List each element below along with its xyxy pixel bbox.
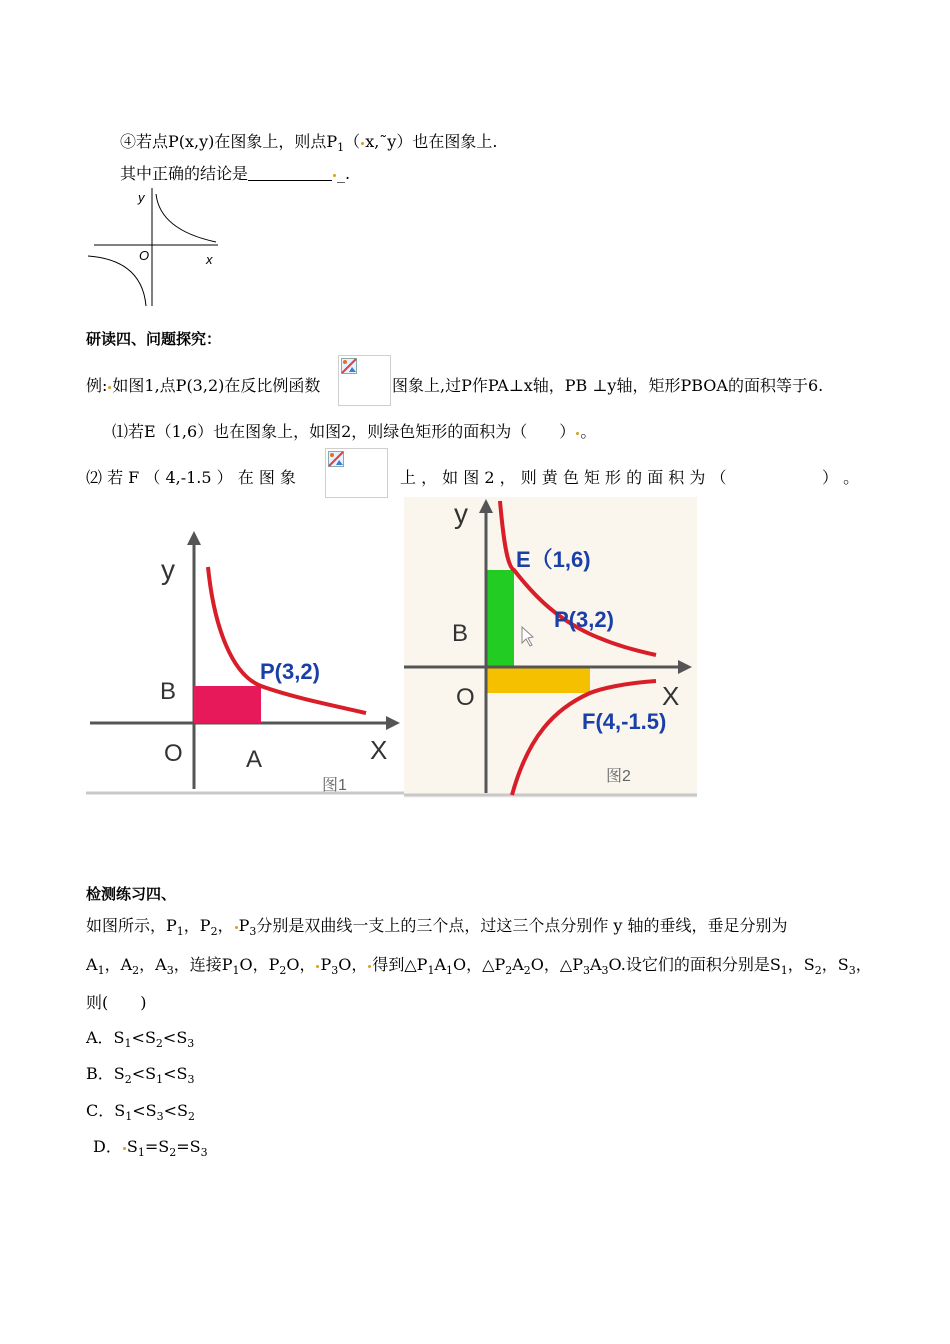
subscript: 2 <box>210 925 218 938</box>
question-2-close: ） 。 <box>822 468 860 487</box>
text: O，P <box>239 955 280 974</box>
fig2-e-label: E（1,6) <box>516 547 591 572</box>
subscript: 2 <box>814 964 822 977</box>
text: ，A <box>139 955 167 974</box>
text: P <box>320 955 332 974</box>
fig2-caption: 图2 <box>606 768 631 785</box>
statement-4-prefix: ④若点P(x,y)在图象上，则点P <box>120 132 338 151</box>
text: 得到△P <box>372 955 428 974</box>
text: O，△P <box>530 955 583 974</box>
practice-heading: 检测练习四、 <box>86 885 177 903</box>
fig2-origin: O <box>456 684 475 711</box>
mark-icon <box>361 142 364 145</box>
fig2-x-label: X <box>662 681 680 711</box>
text: A <box>512 955 524 974</box>
formula-image-placeholder-2 <box>325 448 388 498</box>
small-y-label: y <box>138 190 145 205</box>
text: ， <box>855 955 872 974</box>
question-1 <box>112 419 596 442</box>
text: =S <box>176 1137 201 1156</box>
example-line-left <box>86 373 320 396</box>
small-x-label: x <box>206 252 213 267</box>
text: O，△P <box>453 955 506 974</box>
question-2-left: ⑵ 若 F （ 4,-1.5 ） 在 图 象 <box>86 468 296 487</box>
subscript: 1 <box>125 1110 133 1123</box>
subscript: 3 <box>249 925 257 938</box>
practice-line-2 <box>86 952 872 977</box>
text: O， <box>338 955 368 974</box>
text: 分别是双曲线一支上的三个点，过这三个点分别作 y 轴的垂线，垂足分别为 <box>256 916 788 935</box>
formula-image-placeholder <box>338 355 391 406</box>
subscript: 1 <box>337 141 345 154</box>
option-a[interactable] <box>86 1025 194 1050</box>
coord-x: x, <box>365 132 380 151</box>
mark-icon <box>123 1147 126 1150</box>
subscript: 1 <box>780 964 788 977</box>
text: <S <box>131 1028 156 1047</box>
conclusion-line <box>120 161 350 184</box>
subscript: 2 <box>187 1110 195 1123</box>
subscript: 3 <box>187 1073 195 1086</box>
subscript: 3 <box>582 964 590 977</box>
text: A．S <box>86 1028 125 1047</box>
text: S <box>126 1137 138 1156</box>
subscript: 1 <box>232 964 240 977</box>
tilde: ˜ <box>379 132 388 151</box>
fig1-b-label: B <box>160 678 177 705</box>
fig1-p-label: P(3,2) <box>260 659 320 684</box>
example-text-1: 如图1,点P(3,2)在反比例函数 <box>112 376 321 395</box>
answer-blank[interactable] <box>248 166 332 181</box>
text: A <box>86 955 98 974</box>
small-origin: O <box>139 248 150 263</box>
practice-line-3: 则( ) <box>86 993 147 1012</box>
question-1-text: ⑴若E（1,6）也在图象上，如图2，则绿色矩形的面积为（ ） <box>112 422 576 441</box>
question-2-right: 上 ， 如 图 2 ， 则 黄 色 矩 形 的 面 积 为 （ <box>400 468 727 487</box>
subscript: 3 <box>166 964 174 977</box>
text: ， <box>217 916 234 935</box>
question-1-end: 。 <box>580 422 597 441</box>
subscript: 2 <box>124 1073 132 1086</box>
text: ，P <box>183 916 211 935</box>
practice-line-1 <box>86 913 788 938</box>
subscript: 2 <box>279 964 287 977</box>
subscript: 3 <box>848 964 856 977</box>
subscript: 2 <box>505 964 513 977</box>
subscript: 3 <box>200 1146 208 1159</box>
fig1-x-label: X <box>370 735 388 765</box>
text: D． <box>93 1137 122 1156</box>
subscript: 2 <box>169 1146 177 1159</box>
mark-icon <box>333 174 336 177</box>
text: O， <box>286 955 316 974</box>
fig1-a-label: A <box>246 746 263 773</box>
text: <S <box>163 1101 188 1120</box>
fig1-rectangle <box>194 686 261 723</box>
mark-icon <box>108 386 111 389</box>
text: ，S <box>821 955 849 974</box>
text: O.设它们的面积分别是S <box>608 955 781 974</box>
text: A <box>589 955 602 974</box>
option-c[interactable] <box>86 1098 195 1123</box>
example-line-right: 图象上,过P作PA⊥x轴，PB ⊥y轴，矩形PBOA的面积等于6. <box>392 376 824 395</box>
subscript: 1 <box>97 964 105 977</box>
subscript: 2 <box>132 964 140 977</box>
fig2-yellow-rectangle <box>486 667 590 693</box>
subscript: 1 <box>176 925 184 938</box>
subscript: 2 <box>523 964 531 977</box>
conclusion-text: 其中正确的结论是 <box>120 164 249 183</box>
text: ，A <box>104 955 133 974</box>
subscript: 1 <box>137 1146 145 1159</box>
mark-icon <box>235 926 238 929</box>
subscript: 3 <box>156 1110 164 1123</box>
conclusion-end: . <box>345 164 351 183</box>
text: <S <box>131 1064 157 1083</box>
text: B．S <box>86 1064 125 1083</box>
figure-1 <box>86 527 404 800</box>
text: ，连接P <box>173 955 233 974</box>
text: A <box>434 955 447 974</box>
small-hyperbola-graph <box>86 188 221 310</box>
fig1-origin: O <box>164 740 183 767</box>
text: C．S <box>86 1101 126 1120</box>
statement-4 <box>120 129 497 154</box>
mark-icon <box>576 432 579 435</box>
subscript: 1 <box>156 1073 164 1086</box>
option-b[interactable] <box>86 1061 194 1086</box>
text: =S <box>144 1137 170 1156</box>
subscript: 3 <box>331 964 339 977</box>
coord-y: y <box>387 132 397 151</box>
figure-2 <box>404 497 697 798</box>
subscript: 3 <box>601 964 609 977</box>
broken-image-icon <box>328 451 344 467</box>
paren-open: （ <box>344 132 361 151</box>
small-curve-q3 <box>88 256 146 306</box>
fig2-f-label: F(4,-1.5) <box>582 709 667 734</box>
subscript: 1 <box>427 964 435 977</box>
option-d[interactable] <box>93 1134 208 1159</box>
blank-tail: _ <box>337 164 346 183</box>
fig1-y-label: y <box>161 554 175 585</box>
subscript: 3 <box>187 1037 195 1050</box>
fig2-green-rectangle <box>486 570 514 667</box>
mark-icon <box>368 965 371 968</box>
fig2-y-label: y <box>454 498 468 529</box>
fig2-p-label: P(3,2) <box>554 607 614 632</box>
text: P <box>238 916 250 935</box>
subscript: 1 <box>446 964 454 977</box>
text: 如图所示，P <box>86 916 177 935</box>
subscript: 1 <box>124 1037 132 1050</box>
text: <S <box>163 1064 188 1083</box>
broken-image-icon <box>341 358 357 374</box>
text: ，S <box>787 955 815 974</box>
statement-4-suffix: ）也在图象上. <box>396 132 498 151</box>
text: <S <box>162 1028 188 1047</box>
example-lead: 例: <box>86 376 108 395</box>
fig1-caption: 图1 <box>322 777 347 794</box>
subscript: 2 <box>155 1037 163 1050</box>
small-curve-q1 <box>156 194 216 242</box>
fig2-b-label: B <box>452 620 469 647</box>
section-heading: 研读四、问题探究： <box>86 330 222 348</box>
text: <S <box>132 1101 157 1120</box>
